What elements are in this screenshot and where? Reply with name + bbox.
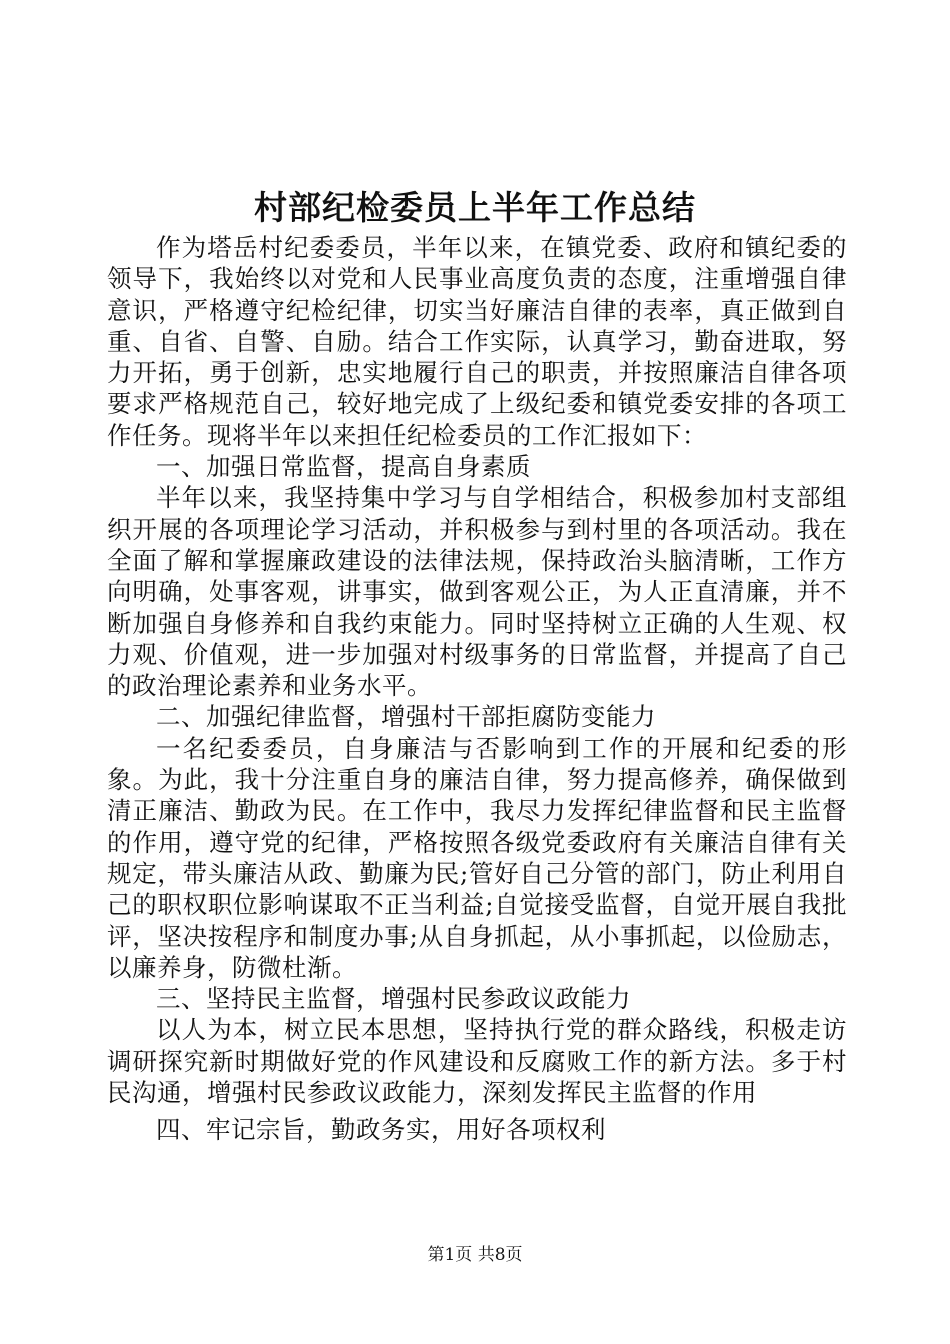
section-heading-4: 四、牢记宗旨，勤政务实，用好各项权利: [156, 1115, 606, 1145]
page-number-footer: 第1页 共8页: [427, 1245, 523, 1265]
section-paragraph-1: 半年以来，我坚持集中学习与自学相结合，积极参加村支部组织开展的各项理论学习活动，并积极参与到村里的各项活动。我在全面了解和掌握廉政建设的法律法规，保持政治头脑清晰，工作方向明确，处事客观，讲事实，做到客观公正，为人正直清廉，并不断加强自身修养和自我约束能力。同时坚持树立正确的人生观、权力观、价值观，进一步加强对村级事务的日常监督，并提高了自己的政治理论素养和业务水平。: [107, 483, 847, 701]
section-paragraph-2: 一名纪委委员，自身廉洁与否影响到工作的开展和纪委的形象。为此，我十分注重自身的廉洁自律，努力提高修养，确保做到清正廉洁、勤政为民。在工作中，我尽力发挥纪律监督和民主监督的作用，遵守党的纪律，严格按照各级党委政府有关廉洁自律有关规定，带头廉洁从政、勤廉为民;管好自己分管的部门，防止利用自己的职权职位影响谋取不正当利益;自觉接受监督，自觉开展自我批评，坚决按程序和制度办事;从自身抓起，从小事抓起，以俭励志，以廉养身，防微杜渐。: [107, 733, 847, 982]
document-body: [107, 232, 847, 1146]
section-heading-1: 一、加强日常监督，提高自身素质: [156, 452, 531, 482]
document-title: 村部纪检委员上半年工作总结: [254, 188, 696, 227]
intro-paragraph: 作为塔岳村纪委委员，半年以来，在镇党委、政府和镇纪委的领导下，我始终以对党和人民事业高度负责的态度，注重增强自律意识，严格遵守纪检纪律，切实当好廉洁自律的表率，真正做到自重、自省、自警、自励。结合工作实际，认真学习，勤奋进取，努力开拓，勇于创新，忠实地履行自己的职责，并按照廉洁自律各项要求严格规范自己，较好地完成了上级纪委和镇党委安排的各项工作任务。现将半年以来担任纪检委员的工作汇报如下：: [107, 233, 847, 450]
section-paragraph-3: 以人为本，树立民本思想，坚持执行党的群众路线，积极走访调研探究新时期做好党的作风建设和反腐败工作的新方法。多于村民沟通，增强村民参政议政能力，深刻发挥民主监督的作用: [107, 1015, 847, 1108]
section-heading-2: 二、加强纪律监督，增强村干部拒腐防变能力: [156, 702, 656, 732]
section-heading-3: 三、坚持民主监督，增强村民参政议政能力: [156, 984, 631, 1014]
